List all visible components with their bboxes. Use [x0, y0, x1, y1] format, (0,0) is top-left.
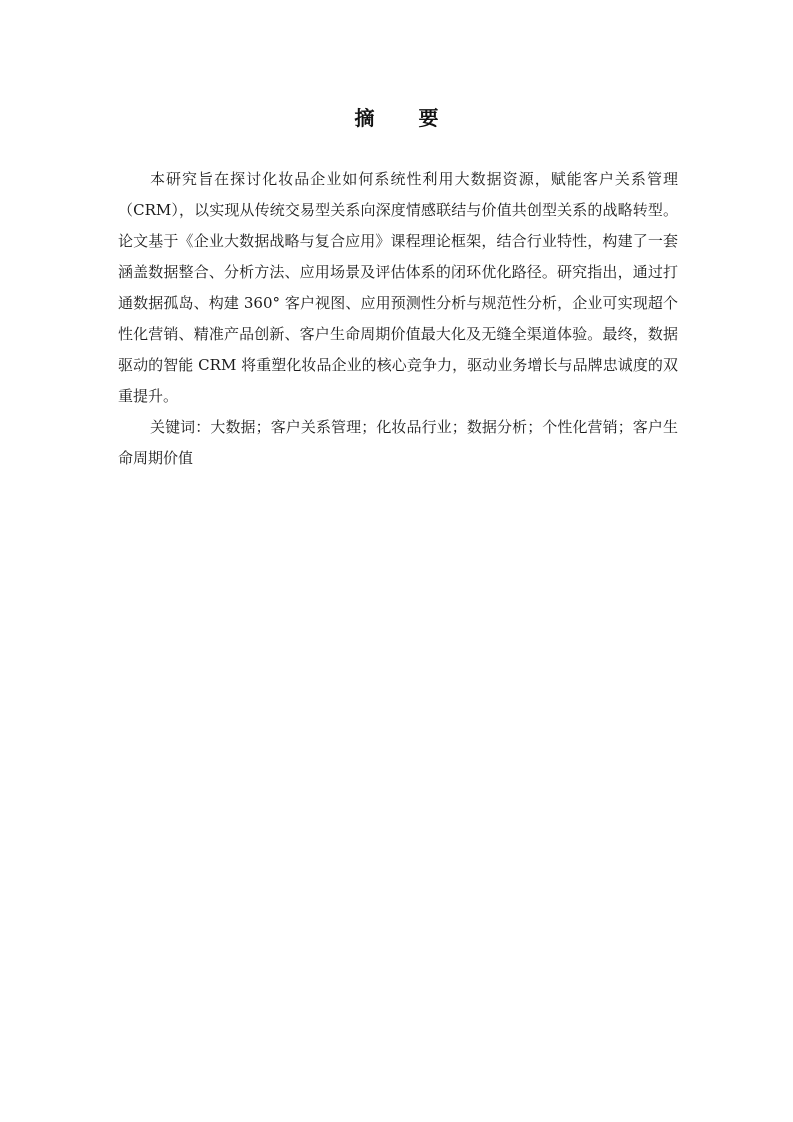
abstract-body [118, 164, 678, 474]
abstract-paragraph: 本研究旨在探讨化妆品企业如何系统性利用大数据资源，赋能客户关系管理（CRM），以实现从传统交易型关系向深度情感联结与价值共创型关系的战略转型。论文基于《企业大数据战略与复合应用》课程理论框架，结合行业特性，构建了一套涵盖数据整合、分析方法、应用场景及评估体系的闭环优化路径。研究指出，通过打通数据孤岛、构建 360° 客户视图、应用预测性分析与规范性分析，企业可实现超个性化营销、精准产品创新、客户生命周期价值最大化及无缝全渠道体验。最终，数据驱动的智能 CRM 将重塑化妆品企业的核心竞争力，驱动业务增长与品牌忠诚度的双重提升。 [118, 170, 678, 405]
page-title: 摘 要 [354, 106, 451, 130]
keywords-paragraph: 关键词：大数据；客户关系管理；化妆品行业；数据分析；个性化营销；客户生命周期价值 [118, 418, 678, 467]
